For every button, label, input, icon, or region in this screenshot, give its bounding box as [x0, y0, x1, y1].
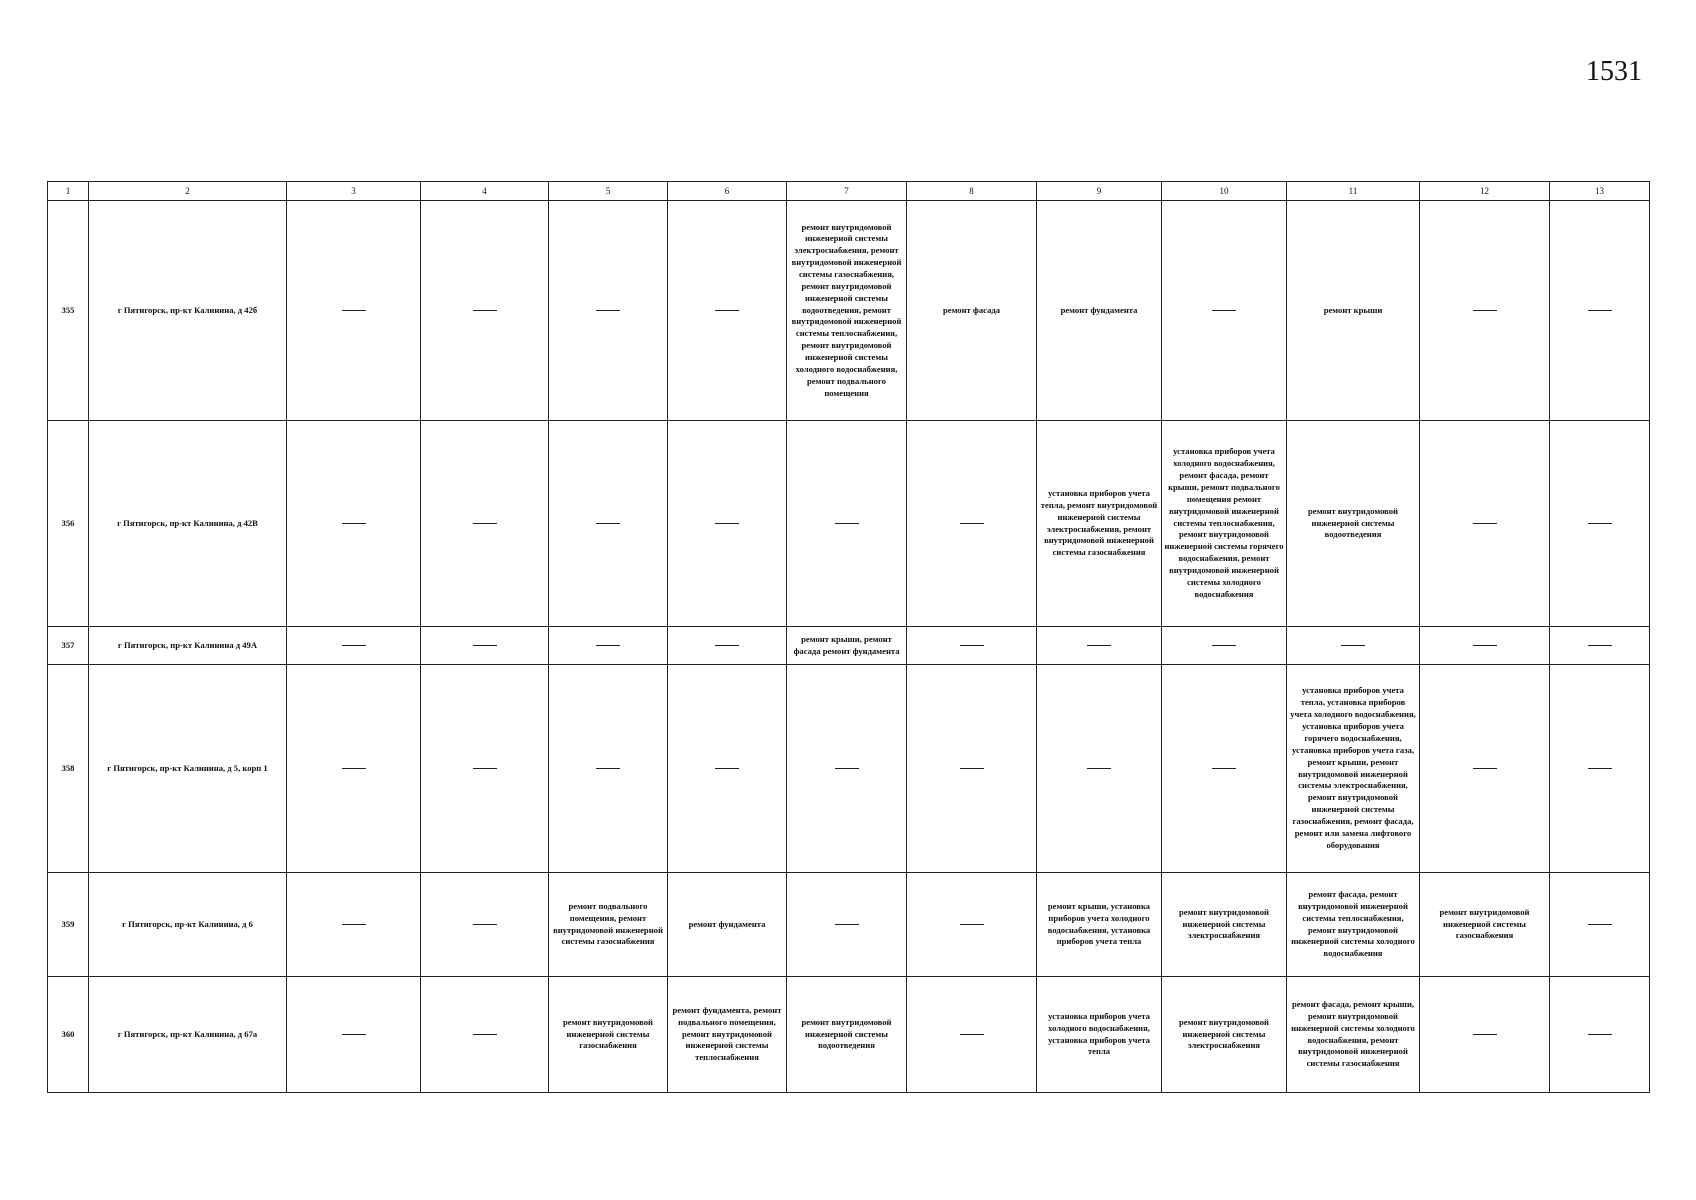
dash-mark: [596, 645, 620, 646]
address-cell: [89, 201, 287, 421]
work-cell: [421, 665, 549, 873]
cell-text: г Пятигорск, пр-кт Калинина, д 42В: [117, 517, 258, 528]
cell-text: 355: [61, 304, 75, 315]
column-header: 7: [787, 182, 907, 201]
cell-text: ремонт внутридомовой инженерной системы водоотведения: [1307, 505, 1399, 540]
dash-mark: [473, 645, 497, 646]
work-cell: [1420, 627, 1550, 665]
dash-mark: [960, 924, 984, 925]
work-cell: [549, 873, 668, 977]
work-cell: [1037, 627, 1162, 665]
dash-mark: [1588, 924, 1612, 925]
address-cell: [89, 627, 287, 665]
work-cell: [787, 977, 907, 1093]
row-number-cell: [48, 421, 89, 627]
work-cell: [1287, 627, 1420, 665]
work-cell: [1037, 421, 1162, 627]
work-cell: [287, 201, 421, 421]
cell-text: ремонт фундамента, ремонт подвального помещения, ремонт внутридомовой инженерной системы теплоснабжения: [672, 1004, 782, 1063]
dash-mark: [342, 310, 366, 311]
cell-text: ремонт фундамента: [688, 918, 766, 929]
dash-mark: [1473, 1034, 1497, 1035]
dash-mark: [473, 1034, 497, 1035]
dash-mark: [960, 1034, 984, 1035]
dash-mark: [1473, 768, 1497, 769]
work-cell: [668, 201, 787, 421]
cell-text: ремонт внутридомовой инженерной системы водоотведения: [801, 1016, 892, 1051]
work-cell: [549, 665, 668, 873]
cell-text: ремонт фасада: [942, 304, 1001, 315]
cell-text: ремонт фасада, ремонт крыши, ремонт внутридомовой инженерной системы холодного водоснабжения, ремонт внутридомовой инженерной системы газоснабжения: [1291, 998, 1415, 1069]
dash-mark: [1212, 645, 1236, 646]
work-cell: [1162, 873, 1287, 977]
work-cell: [668, 627, 787, 665]
table-row: [48, 201, 1650, 421]
dash-mark: [596, 768, 620, 769]
dash-mark: [473, 523, 497, 524]
work-cell: [907, 201, 1037, 421]
address-cell: [89, 873, 287, 977]
work-cell: [668, 873, 787, 977]
dash-mark: [1087, 768, 1111, 769]
dash-mark: [1212, 768, 1236, 769]
work-cell: [1162, 665, 1287, 873]
cell-text: г Пятигорск, пр-кт Калинина д 49А: [117, 639, 258, 650]
dash-mark: [1588, 310, 1612, 311]
cell-text: 360: [61, 1028, 75, 1039]
address-cell: [89, 977, 287, 1093]
work-cell: [668, 665, 787, 873]
work-cell: [1550, 665, 1650, 873]
row-number-cell: [48, 201, 89, 421]
column-number-row: [48, 182, 1650, 201]
work-cell: [1037, 873, 1162, 977]
work-cell: [1037, 201, 1162, 421]
work-cell: [1550, 977, 1650, 1093]
work-cell: [1162, 421, 1287, 627]
row-number-cell: [48, 627, 89, 665]
work-cell: [1287, 977, 1420, 1093]
dash-mark: [342, 523, 366, 524]
dash-mark: [596, 310, 620, 311]
table-row: [48, 421, 1650, 627]
column-header: 5: [549, 182, 668, 201]
cell-text: ремонт фасада, ремонт внутридомовой инженерной системы теплоснабжения, ремонт внутридомовой инженерной системы холодного водоснабжения: [1291, 888, 1415, 959]
dash-mark: [473, 768, 497, 769]
work-cell: [1550, 421, 1650, 627]
cell-text: 357: [61, 639, 75, 650]
column-header: 10: [1162, 182, 1287, 201]
dash-mark: [715, 645, 739, 646]
row-number-cell: [48, 665, 89, 873]
cell-text: 358: [61, 762, 75, 773]
table-row: [48, 627, 1650, 665]
work-cell: [907, 977, 1037, 1093]
repair-schedule-table: [47, 181, 1650, 1093]
dash-mark: [1588, 645, 1612, 646]
work-cell: [787, 665, 907, 873]
cell-text: ремонт внутридомовой инженерной системы электроснабжения: [1178, 906, 1270, 941]
dash-mark: [342, 645, 366, 646]
dash-mark: [342, 924, 366, 925]
work-cell: [787, 421, 907, 627]
dash-mark: [835, 768, 859, 769]
column-header: 1: [48, 182, 89, 201]
row-number-cell: [48, 873, 89, 977]
work-cell: [787, 201, 907, 421]
dash-mark: [1588, 1034, 1612, 1035]
work-cell: [287, 665, 421, 873]
work-cell: [1420, 873, 1550, 977]
cell-text: г Пятигорск, пр-кт Калинина, д 5, корп 1: [107, 762, 268, 773]
cell-text: установка приборов учета холодного водоснабжения, ремонт фасада, ремонт крыши, ремонт подвального помещения ремонт внутридомовой инженерной системы теплоснабжения, ремонт внутридомовой инженерной системы горячего водоснабжения, ремонт внутридомовой инженерной системы холодного водоснабжения: [1164, 446, 1284, 599]
dash-mark: [1473, 310, 1497, 311]
work-cell: [668, 421, 787, 627]
dash-mark: [1212, 310, 1236, 311]
work-cell: [287, 627, 421, 665]
work-cell: [421, 873, 549, 977]
dash-mark: [835, 924, 859, 925]
work-cell: [1162, 627, 1287, 665]
work-cell: [668, 977, 787, 1093]
work-cell: [1037, 977, 1162, 1093]
work-cell: [421, 201, 549, 421]
work-cell: [907, 873, 1037, 977]
cell-text: установка приборов учета тепла, установка приборов учета холодного водоснабжения, установка приборов учета горячего водоснабжения, установка приборов учета газа, ремонт крыши, ремонт внутридомовой инженерной системы электроснабжения, ремонт внутридомовой инженерной системы газоснабжения, ремонт фасада, ремонт или замена лифтового оборудования: [1290, 685, 1416, 850]
work-cell: [1287, 873, 1420, 977]
work-cell: [1287, 421, 1420, 627]
work-cell: [549, 201, 668, 421]
work-cell: [787, 873, 907, 977]
dash-mark: [1087, 645, 1111, 646]
cell-text: установка приборов учета тепла, ремонт внутридомовой инженерной системы электроснабжения, ремонт внутридомовой инженерной системы газоснабжения: [1040, 487, 1158, 558]
row-number-cell: [48, 977, 89, 1093]
work-cell: [549, 977, 668, 1093]
work-cell: [1162, 977, 1287, 1093]
table-row: [48, 665, 1650, 873]
column-header: 2: [89, 182, 287, 201]
cell-text: ремонт фундамента: [1060, 304, 1138, 315]
dash-mark: [715, 310, 739, 311]
work-cell: [287, 421, 421, 627]
cell-text: 359: [61, 918, 75, 929]
work-cell: [907, 421, 1037, 627]
table-body: [48, 201, 1650, 1093]
work-cell: [1550, 201, 1650, 421]
address-cell: [89, 665, 287, 873]
dash-mark: [1473, 645, 1497, 646]
dash-mark: [715, 768, 739, 769]
cell-text: ремонт внутридомовой инженерной системы электроснабжения, ремонт внутридомовой инженерной системы газоснабжения, ремонт внутридомовой инженерной системы водоотведения, ремонт внутридомовой инженерной системы теплоснабжения, ремонт внутридомовой инженерной системы холодного водоснабжения, ремонт подвального помещения: [791, 221, 902, 398]
dash-mark: [960, 768, 984, 769]
cell-text: ремонт крыши, ремонт фасада ремонт фундамента: [793, 633, 900, 656]
dash-mark: [835, 523, 859, 524]
work-cell: [1420, 665, 1550, 873]
cell-text: ремонт внутридомовой инженерной системы электроснабжения: [1178, 1016, 1270, 1051]
work-cell: [421, 421, 549, 627]
column-header: 11: [1287, 182, 1420, 201]
work-cell: [287, 873, 421, 977]
dash-mark: [960, 523, 984, 524]
column-header: 9: [1037, 182, 1162, 201]
table-row: [48, 873, 1650, 977]
dash-mark: [1341, 645, 1365, 646]
dash-mark: [1473, 523, 1497, 524]
dash-mark: [596, 523, 620, 524]
column-header: 6: [668, 182, 787, 201]
column-header: 12: [1420, 182, 1550, 201]
work-cell: [421, 627, 549, 665]
column-header: 8: [907, 182, 1037, 201]
address-cell: [89, 421, 287, 627]
work-cell: [1162, 201, 1287, 421]
cell-text: ремонт крыши, установка приборов учета холодного водоснабжения, установка приборов учета тепла: [1047, 900, 1151, 947]
work-cell: [1550, 873, 1650, 977]
cell-text: ремонт внутридомовой инженерной системы газоснабжения: [562, 1016, 654, 1051]
work-cell: [1550, 627, 1650, 665]
work-cell: [549, 421, 668, 627]
work-cell: [549, 627, 668, 665]
cell-text: г Пятигорск, пр-кт Калинина, д 67а: [117, 1028, 258, 1039]
table-row: [48, 977, 1650, 1093]
cell-text: установка приборов учета холодного водоснабжения, установка приборов учета тепла: [1048, 1010, 1150, 1057]
dash-mark: [960, 645, 984, 646]
dash-mark: [1588, 523, 1612, 524]
cell-text: ремонт крыши: [1323, 304, 1383, 315]
cell-text: г Пятигорск, пр-кт Калинина, д 42б: [117, 304, 258, 315]
work-cell: [907, 665, 1037, 873]
work-cell: [1037, 665, 1162, 873]
dash-mark: [715, 523, 739, 524]
page-number: 1531: [1586, 56, 1642, 87]
column-header: 4: [421, 182, 549, 201]
dash-mark: [342, 1034, 366, 1035]
work-cell: [907, 627, 1037, 665]
cell-text: 356: [61, 517, 75, 528]
cell-text: г Пятигорск, пр-кт Калинина, д 6: [122, 918, 253, 929]
dash-mark: [1588, 768, 1612, 769]
dash-mark: [473, 310, 497, 311]
work-cell: [1287, 665, 1420, 873]
work-cell: [421, 977, 549, 1093]
work-cell: [287, 977, 421, 1093]
work-cell: [1420, 977, 1550, 1093]
cell-text: ремонт внутридомовой инженерной системы газоснабжения: [1439, 906, 1530, 941]
dash-mark: [473, 924, 497, 925]
column-header: 13: [1550, 182, 1650, 201]
work-cell: [1287, 201, 1420, 421]
work-cell: [1420, 201, 1550, 421]
cell-text: ремонт подвального помещения, ремонт внутридомовой инженерной системы газоснабжения: [553, 900, 663, 947]
work-cell: [787, 627, 907, 665]
column-header: 3: [287, 182, 421, 201]
dash-mark: [342, 768, 366, 769]
work-cell: [1420, 421, 1550, 627]
